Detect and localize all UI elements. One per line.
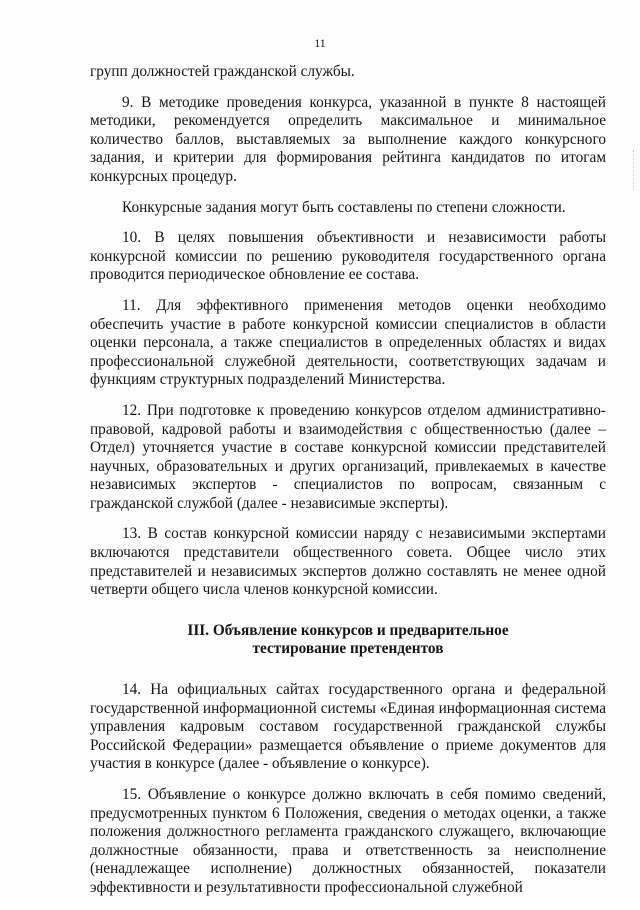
section-heading — [90, 622, 606, 659]
paragraph-14: 14. На официальных сайтах государственного органа и федеральной государственной информационной системы «Единая информационная система управления кадровым составом государственной гражданской службы Российской Федерации» размещается объявление о приеме документов для участия в конкурсе (далее - объявление о конкурсе). — [90, 681, 606, 773]
paragraph-15: 15. Объявление о конкурсе должно включать в себя помимо сведений, предусмотренных пунктом 6 Положения, сведения о методах оценки, а также положения должностного регламента гражданского служащего, включающие должностные обязанности, права и ответственность за неисполнение (ненадлежащее исполнение) должностных обязанностей, показатели эффективности и результативности профессиональной служебной — [90, 786, 606, 896]
paragraph-12: 12. При подготовке к проведению конкурсов отделом административно-правовой, кадровой работы и взаимодействия с общественностью (далее – Отдел) уточняется участие в составе конкурсной комиссии представителей научных, образовательных и других организаций, привлекаемых в качестве независимых экспертов - специалистов по вопросам, связанным с гражданской службой (далее - независимые эксперты). — [90, 401, 606, 512]
paragraph-11: 11. Для эффективного применения методов оценки необходимо обеспечить участие в работе конкурсной комиссии специалистов в области оценки персонала, а также специалистов в определенных областях и видах профессиональной служебной деятельности, соответствующих задачам и функциям структурных подразделений Министерства. — [90, 296, 606, 389]
paragraph-9: 9. В методике проведения конкурса, указанной в пункте 8 настоящей методики, рекомендуется определить максимальное и минимальное количество баллов, выставляемых за выполнение каждого конкурсного задания, и критерии для формирования рейтинга кандидатов по итогам конкурсных процедур. — [90, 93, 606, 185]
section-heading-line-1: III. Объявление конкурсов и предварительное — [187, 621, 509, 639]
page-number: 11 — [314, 36, 326, 50]
paragraph-continuation: групп должностей гражданской службы. — [90, 63, 355, 80]
paragraph-13: 13. В состав конкурсной комиссии наряду с независимыми экспертами включаются представители общественного совета. Общее число этих представителей и независимых экспертов должно составлять не менее одной четверти общего числа членов конкурсной комиссии. — [90, 525, 606, 599]
section-heading-line-2: тестирование претендентов — [252, 640, 444, 658]
paragraph-9-note: Конкурсные задания могут быть составлены по степени сложности. — [122, 198, 566, 216]
paragraph-10: 10. В целях повышения объективности и независимости работы конкурсной комиссии по решению руководителя государственного органа проводится периодическое обновление ее состава. — [90, 229, 606, 284]
document-body — [90, 63, 606, 910]
scan-artifact-mark — [630, 150, 634, 190]
